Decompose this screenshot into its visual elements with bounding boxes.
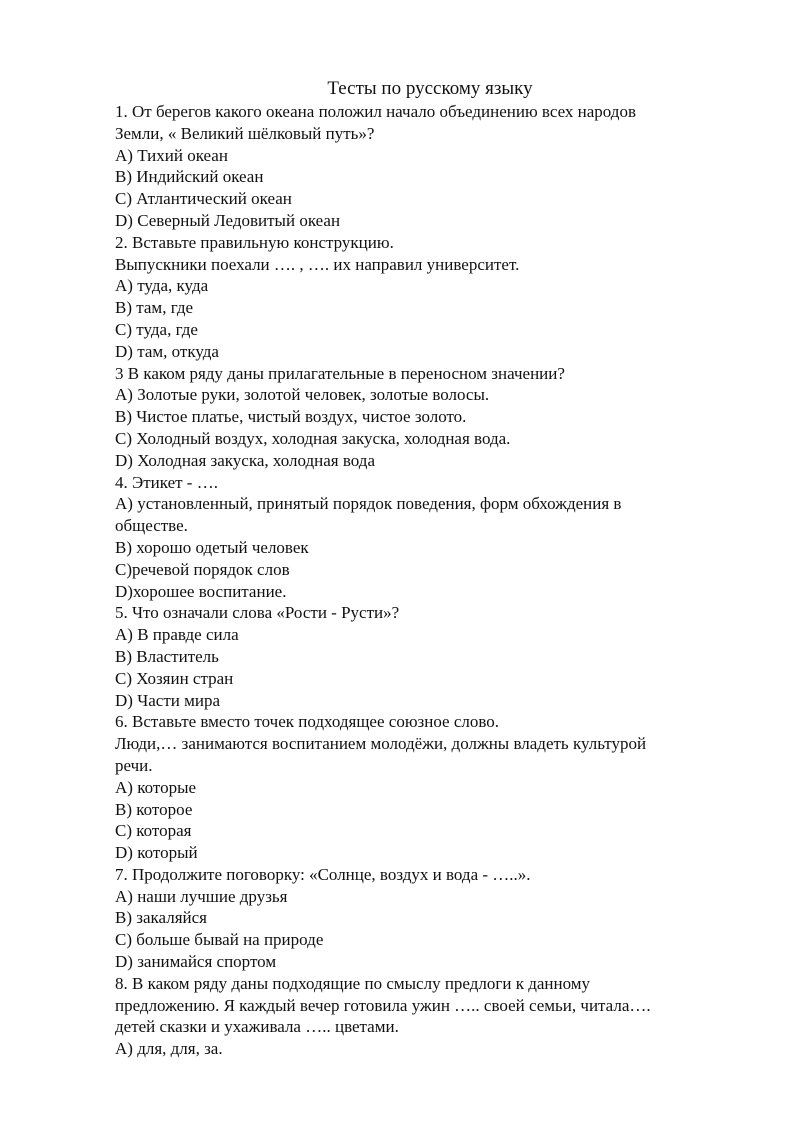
text-line: 6. Вставьте вместо точек подходящее союзное слово.	[115, 712, 500, 732]
text-line: А) установленный, принятый порядок поведения, форм обхождения в	[115, 494, 622, 514]
text-line: Выпускники поехали …. , …. их направил университет.	[115, 254, 520, 274]
text-line: 7. Продолжите поговорку: «Солнце, воздух и вода - …..».	[115, 864, 531, 884]
text-line: В) там, где	[115, 298, 194, 318]
text-line: D) который	[115, 843, 198, 863]
text-line: А) которые	[115, 777, 197, 797]
text-line: D)хорошее воспитание.	[115, 581, 287, 601]
text-line: 4. Этикет - ….	[115, 472, 218, 492]
text-line: Люди,… занимаются воспитанием молодёжи, должны владеть культурой	[115, 734, 647, 754]
text-line: С) туда, где	[115, 319, 198, 339]
text-line: А) наши лучшие друзья	[115, 886, 288, 906]
text-line: D) Холодная закуска, холодная вода	[115, 450, 375, 470]
text-line: речи.	[115, 755, 153, 775]
text-line: 1. От берегов какого океана положил начало объединению всех народов	[115, 102, 636, 121]
text-line: С) Атлантический океан	[115, 189, 292, 209]
document-body	[115, 101, 715, 1060]
document-title: Тесты по русскому языку	[327, 78, 533, 99]
text-line: А) Тихий океан	[115, 145, 228, 165]
text-line: Земли, « Великий шёлковый путь»?	[115, 123, 375, 143]
text-line: А) туда, куда	[115, 276, 209, 296]
text-line: А) для, для, за.	[115, 1039, 223, 1059]
text-line: D) Северный Ледовитый океан	[115, 210, 341, 230]
text-line: В) Чистое платье, чистый воздух, чистое золото.	[115, 407, 467, 427]
text-line: С) Холодный воздух, холодная закуска, холодная вода.	[115, 428, 511, 448]
text-line: А) Золотые руки, золотой человек, золотые волосы.	[115, 385, 490, 405]
text-line: С) которая	[115, 821, 192, 841]
text-line: предложению. Я каждый вечер готовила ужин ….. своей семьи, читала….	[115, 995, 651, 1015]
text-line: D) занимайся спортом	[115, 952, 277, 972]
text-line: D) Части мира	[115, 690, 221, 710]
text-line: А) В правде сила	[115, 625, 239, 645]
text-line: С) Хозяин стран	[115, 668, 234, 688]
text-line: 5. Что означали слова «Рости - Русти»?	[115, 603, 400, 623]
text-line: D) там, откуда	[115, 341, 219, 361]
text-line: В) Властитель	[115, 646, 219, 666]
text-line: С) больше бывай на природе	[115, 930, 324, 950]
text-line: В) которое	[115, 799, 193, 819]
text-line: 2. Вставьте правильную конструкцию.	[115, 232, 394, 252]
text-line: С)речевой порядок слов	[115, 559, 290, 579]
text-line: 8. В каком ряду даны подходящие по смыслу предлоги к данному	[115, 973, 591, 993]
text-line: детей сказки и ухаживала ….. цветами.	[115, 1017, 399, 1037]
text-line: В) закаляйся	[115, 908, 207, 928]
text-line: 3 В каком ряду даны прилагательные в переносном значении?	[115, 363, 565, 383]
text-line: обществе.	[115, 516, 188, 536]
text-line: В) Индийский океан	[115, 167, 264, 187]
text-line: В) хорошо одетый человек	[115, 537, 309, 557]
